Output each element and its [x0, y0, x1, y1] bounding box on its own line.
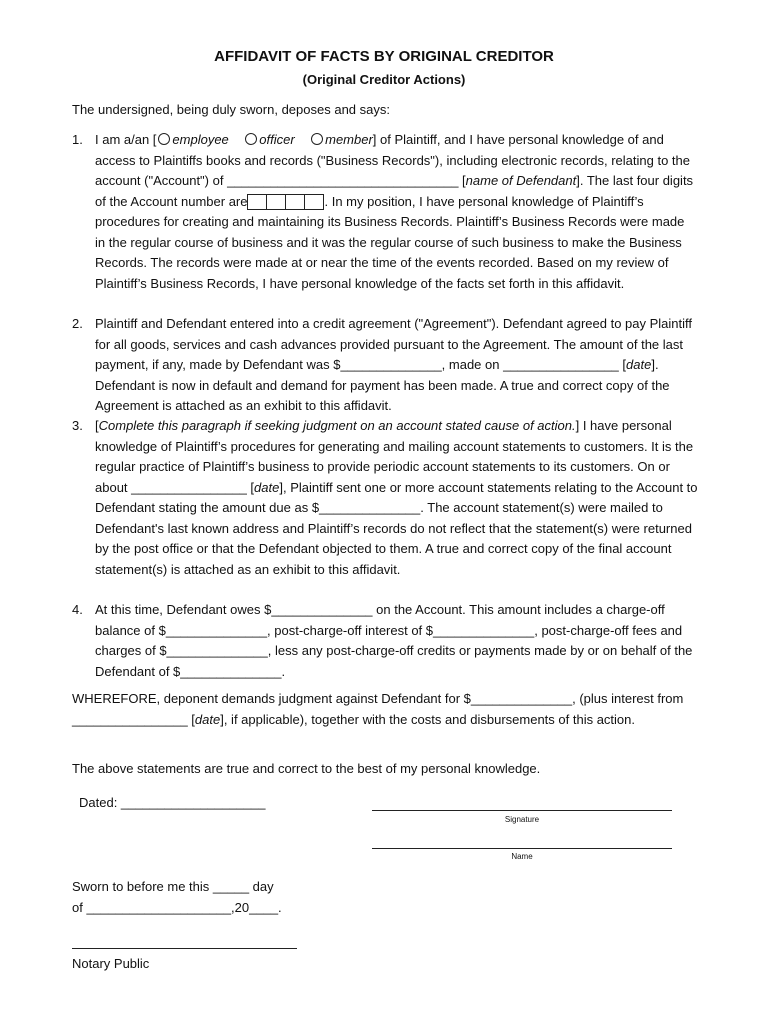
- paragraph-number: 4.: [72, 602, 83, 617]
- name-label: Name: [511, 852, 533, 861]
- signature-label: Signature: [504, 815, 540, 824]
- sworn-line-1: Sworn to before me this _____ day: [72, 879, 274, 894]
- officer-option-label: officer: [259, 132, 295, 147]
- signature-line[interactable]: [372, 810, 672, 811]
- employee-radio[interactable]: [158, 133, 170, 145]
- paragraph-number: 2.: [72, 316, 83, 331]
- account-last-four-digits-field[interactable]: [247, 194, 324, 210]
- paragraph-2: 2. Plaintiff and Defendant entered into a credit agreement ("Agreement"). Defendant agreed to pay Plaintiff for all goods, services and cash advances provided pursuant to the Agreement. The amount of the last payment, if any, made by Defendant was $______________, made on ________________ [date]. Defendant is now in default and demand for payment has been made. A true and correct copy of the Agreement is attached as an exhibit to this affidavit.: [72, 316, 693, 413]
- document-title: AFFIDAVIT OF FACTS BY ORIGINAL CREDITOR: [214, 48, 554, 65]
- sworn-line-2: of ____________________,20____.: [72, 900, 282, 915]
- paragraph-1: 1. I am a/an [ employee officer member] of Plaintiff, and I have personal knowledge of and access to Plaintiffs books and records ("Business Records"), including electronic records, relating to the account ("Account") of ________________________________ [name of Defendant]. The last four digits of the Account number are . In my position, I have personal knowledge of Plaintiff’s procedures for creating and maintaining its Business Records. Plaintiff’s Business Records were made in the regular course of business and it was the regular course of such business to make the Business Records. The records were made at or near the time of the events recorded. Based on my review of Plaintiff’s Business Records, I have personal knowledge of the facts set forth in this affidavit.: [72, 132, 694, 291]
- member-option-label: member: [325, 132, 373, 147]
- document-subtitle: (Original Creditor Actions): [302, 72, 466, 87]
- notary-signature-line[interactable]: [72, 948, 297, 949]
- paragraph-number: 1.: [72, 132, 83, 147]
- dated-field[interactable]: Dated: ____________________: [79, 795, 266, 810]
- paragraph-4: 4. At this time, Defendant owes $______________ on the Account. This amount includes a charge-off balance of $______________, post-charge-off interest of $______________, post-charge-off fees and charges of $______________, less any post-charge-off credits or payments made by or on behalf of the Defendant of $______________.: [72, 602, 693, 679]
- name-line[interactable]: [372, 848, 672, 849]
- officer-radio[interactable]: [245, 133, 257, 145]
- employee-option-label: employee: [172, 132, 229, 147]
- member-radio[interactable]: [311, 133, 323, 145]
- truth-statement: The above statements are true and correct to the best of my personal knowledge.: [72, 761, 541, 776]
- notary-public-label: Notary Public: [72, 956, 150, 971]
- wherefore-clause: WHEREFORE, deponent demands judgment against Defendant for $______________, (plus interest from ________________ [date], if applicable), together with the costs and disbursements of this action.: [72, 691, 684, 727]
- paragraph-3: 3. [Complete this paragraph if seeking judgment on an account stated cause of action.] I have personal knowledge of Plaintiff’s procedures for generating and mailing account statements to customers. It is the regular practice of Plaintiff’s business to provide periodic account statements to its customers. On or about ________________ [date], Plaintiff sent one or more account statements relating to the Account to Defendant stating the amount due as $______________. The account statement(s) were mailed to Defendant's last known address and Plaintiff’s records do not reflect that the statement(s) were returned by the post office or that the Defendant objected to them. A true and correct copy of the final account statement(s) is attached as an exhibit to this affidavit.: [72, 418, 698, 577]
- paragraph-number: 3.: [72, 418, 83, 433]
- intro-text: The undersigned, being duly sworn, deposes and says:: [72, 102, 390, 117]
